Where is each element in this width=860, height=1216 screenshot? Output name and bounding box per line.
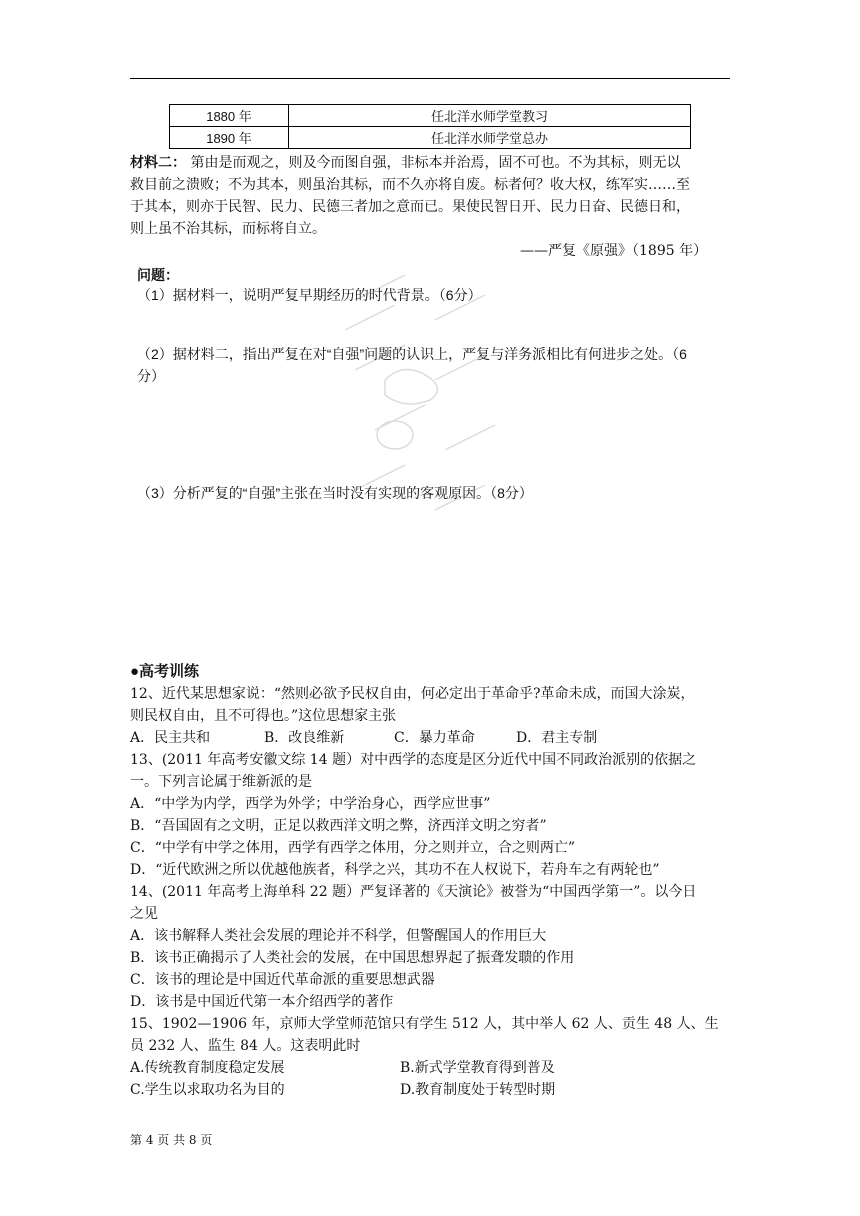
- watermark-image: [335, 260, 515, 530]
- table-row: [170, 127, 691, 149]
- material-two-line: 于其本，则亦于民智、民力、民德三者加之意而已。果使民智日开、民力日奋、民德日和，: [130, 199, 690, 215]
- table-cell-event: 任北洋水师学堂总办: [289, 127, 691, 149]
- option-d: D．该书是中国近代第一本介绍西学的著作: [130, 994, 394, 1010]
- material-two-source: ——严复《原强》（1895 年）: [520, 243, 708, 259]
- question-13: 13、(2011 年高考安徽文综 14 题）对中西学的态度是区分近代中国不同政治派别的依据之 一。下列言论属于维新派的是 A．“中学为内学，西学为外学；中学治身心，西学应世事” B．“吾国固有之文明，正足以救西洋文明之弊，济西洋文明之穷者” C．“中学有中学之体用，西学有西学之体用，分之则并立，合之则两亡” D．“近代欧洲之所以优越他族者，科学之兴，其功不在人权说下，若舟车之有两轮也”: [130, 749, 696, 881]
- biography-table: [169, 104, 691, 149]
- option-c: C．该书的理论是中国近代革命派的重要思想武器: [130, 972, 435, 988]
- option-a: A．该书解释人类社会发展的理论并不科学，但警醒国人的作用巨大: [130, 928, 547, 944]
- material-two-line: 救目前之溃败；不为其本，则虽治其标，而不久亦将自废。标者何？收大权，练军实……至: [130, 177, 690, 193]
- material-two-line: 则上虽不治其标，而标将自立。: [130, 221, 326, 237]
- question-2: （2）据材料二，指出严复在对“自强”问题的认识上，严复与洋务派相比有何进步之处。（6 分）: [137, 346, 687, 384]
- option-a: A.传统教育制度稳定发展: [130, 1060, 285, 1076]
- table-cell-year: 1880 年: [170, 105, 289, 127]
- material-two-label: 材料二：: [130, 155, 186, 171]
- material-two: [130, 152, 690, 240]
- table-row: [170, 105, 691, 127]
- question-3: （3）分析严复的“自强”主张在当时没有实现的客观原因。（8分）: [137, 485, 533, 501]
- table-cell-year: 1890 年: [170, 127, 289, 149]
- option-b: B．“吾国固有之文明，正足以救西洋文明之弊，济西洋文明之穷者”: [130, 818, 547, 834]
- option-b: B．该书正确揭示了人类社会的发展，在中国思想界起了振聋发聩的作用: [130, 950, 575, 966]
- question-15-options-row-2: [130, 1079, 730, 1101]
- option-a: A．“中学为内学，西学为外学；中学治身心，西学应世事”: [130, 796, 491, 812]
- option-c: C.学生以求取功名为目的: [130, 1082, 285, 1098]
- option-b: B.新式学堂教育得到普及: [400, 1060, 555, 1076]
- section-title: ●高考训练: [130, 663, 200, 680]
- option-d: D．君主专制: [516, 730, 598, 746]
- option-a: A．民主共和: [130, 730, 211, 746]
- option-b: B．改良维新: [264, 730, 345, 746]
- question-14: 14、(2011 年高考上海单科 22 题）严复译著的《天演论》被誉为“中国西学第一”。以今日 之见 A．该书解释人类社会发展的理论并不科学，但警醒国人的作用巨大 B．该书正确揭示了人类社会的发展，在中国思想界起了振聋发聩的作用 C．该书的理论是中国近代革命派的重要思想武器 D．该书是中国近代第一本介绍西学的著作: [130, 881, 696, 1013]
- question-15: 15、1902—1906 年，京师大学堂师范馆只有学生 512 人，其中举人 62 人、贡生 48 人、生 员 232 人、监生 84 人。这表明此时: [130, 1016, 719, 1054]
- page-number: 第 4 页 共 8 页: [130, 1133, 213, 1147]
- material-two-line: 材料二： 第由是而观之，则及今而图自强，非标本并治焉，固不可也。不为其标，则无以: [130, 155, 681, 171]
- question-12: 12、近代某思想家说：“然则必欲予民权自由，何必定出于革命乎?革命未成，而国大涂炭， 则民权自由，且不可得也。”这位思想家主张: [130, 686, 695, 724]
- question-12-options: [130, 727, 730, 749]
- questions-heading: 问题：: [137, 267, 179, 283]
- header-rule: [130, 78, 730, 79]
- option-d: D.教育制度处于转型时期: [400, 1082, 556, 1098]
- option-c: C．“中学有中学之体用，西学有西学之体用，分之则并立，合之则两亡”: [130, 840, 576, 856]
- table-cell-event: 任北洋水师学堂教习: [289, 105, 691, 127]
- question-1: （1）据材料一，说明严复早期经历的时代背景。（6分）: [137, 287, 482, 303]
- question-15-options-row-1: [130, 1057, 730, 1079]
- option-c: C．暴力革命: [394, 730, 475, 746]
- option-d: D．“近代欧洲之所以优越他族者，科学之兴，其功不在人权说下，若舟车之有两轮也”: [130, 862, 660, 878]
